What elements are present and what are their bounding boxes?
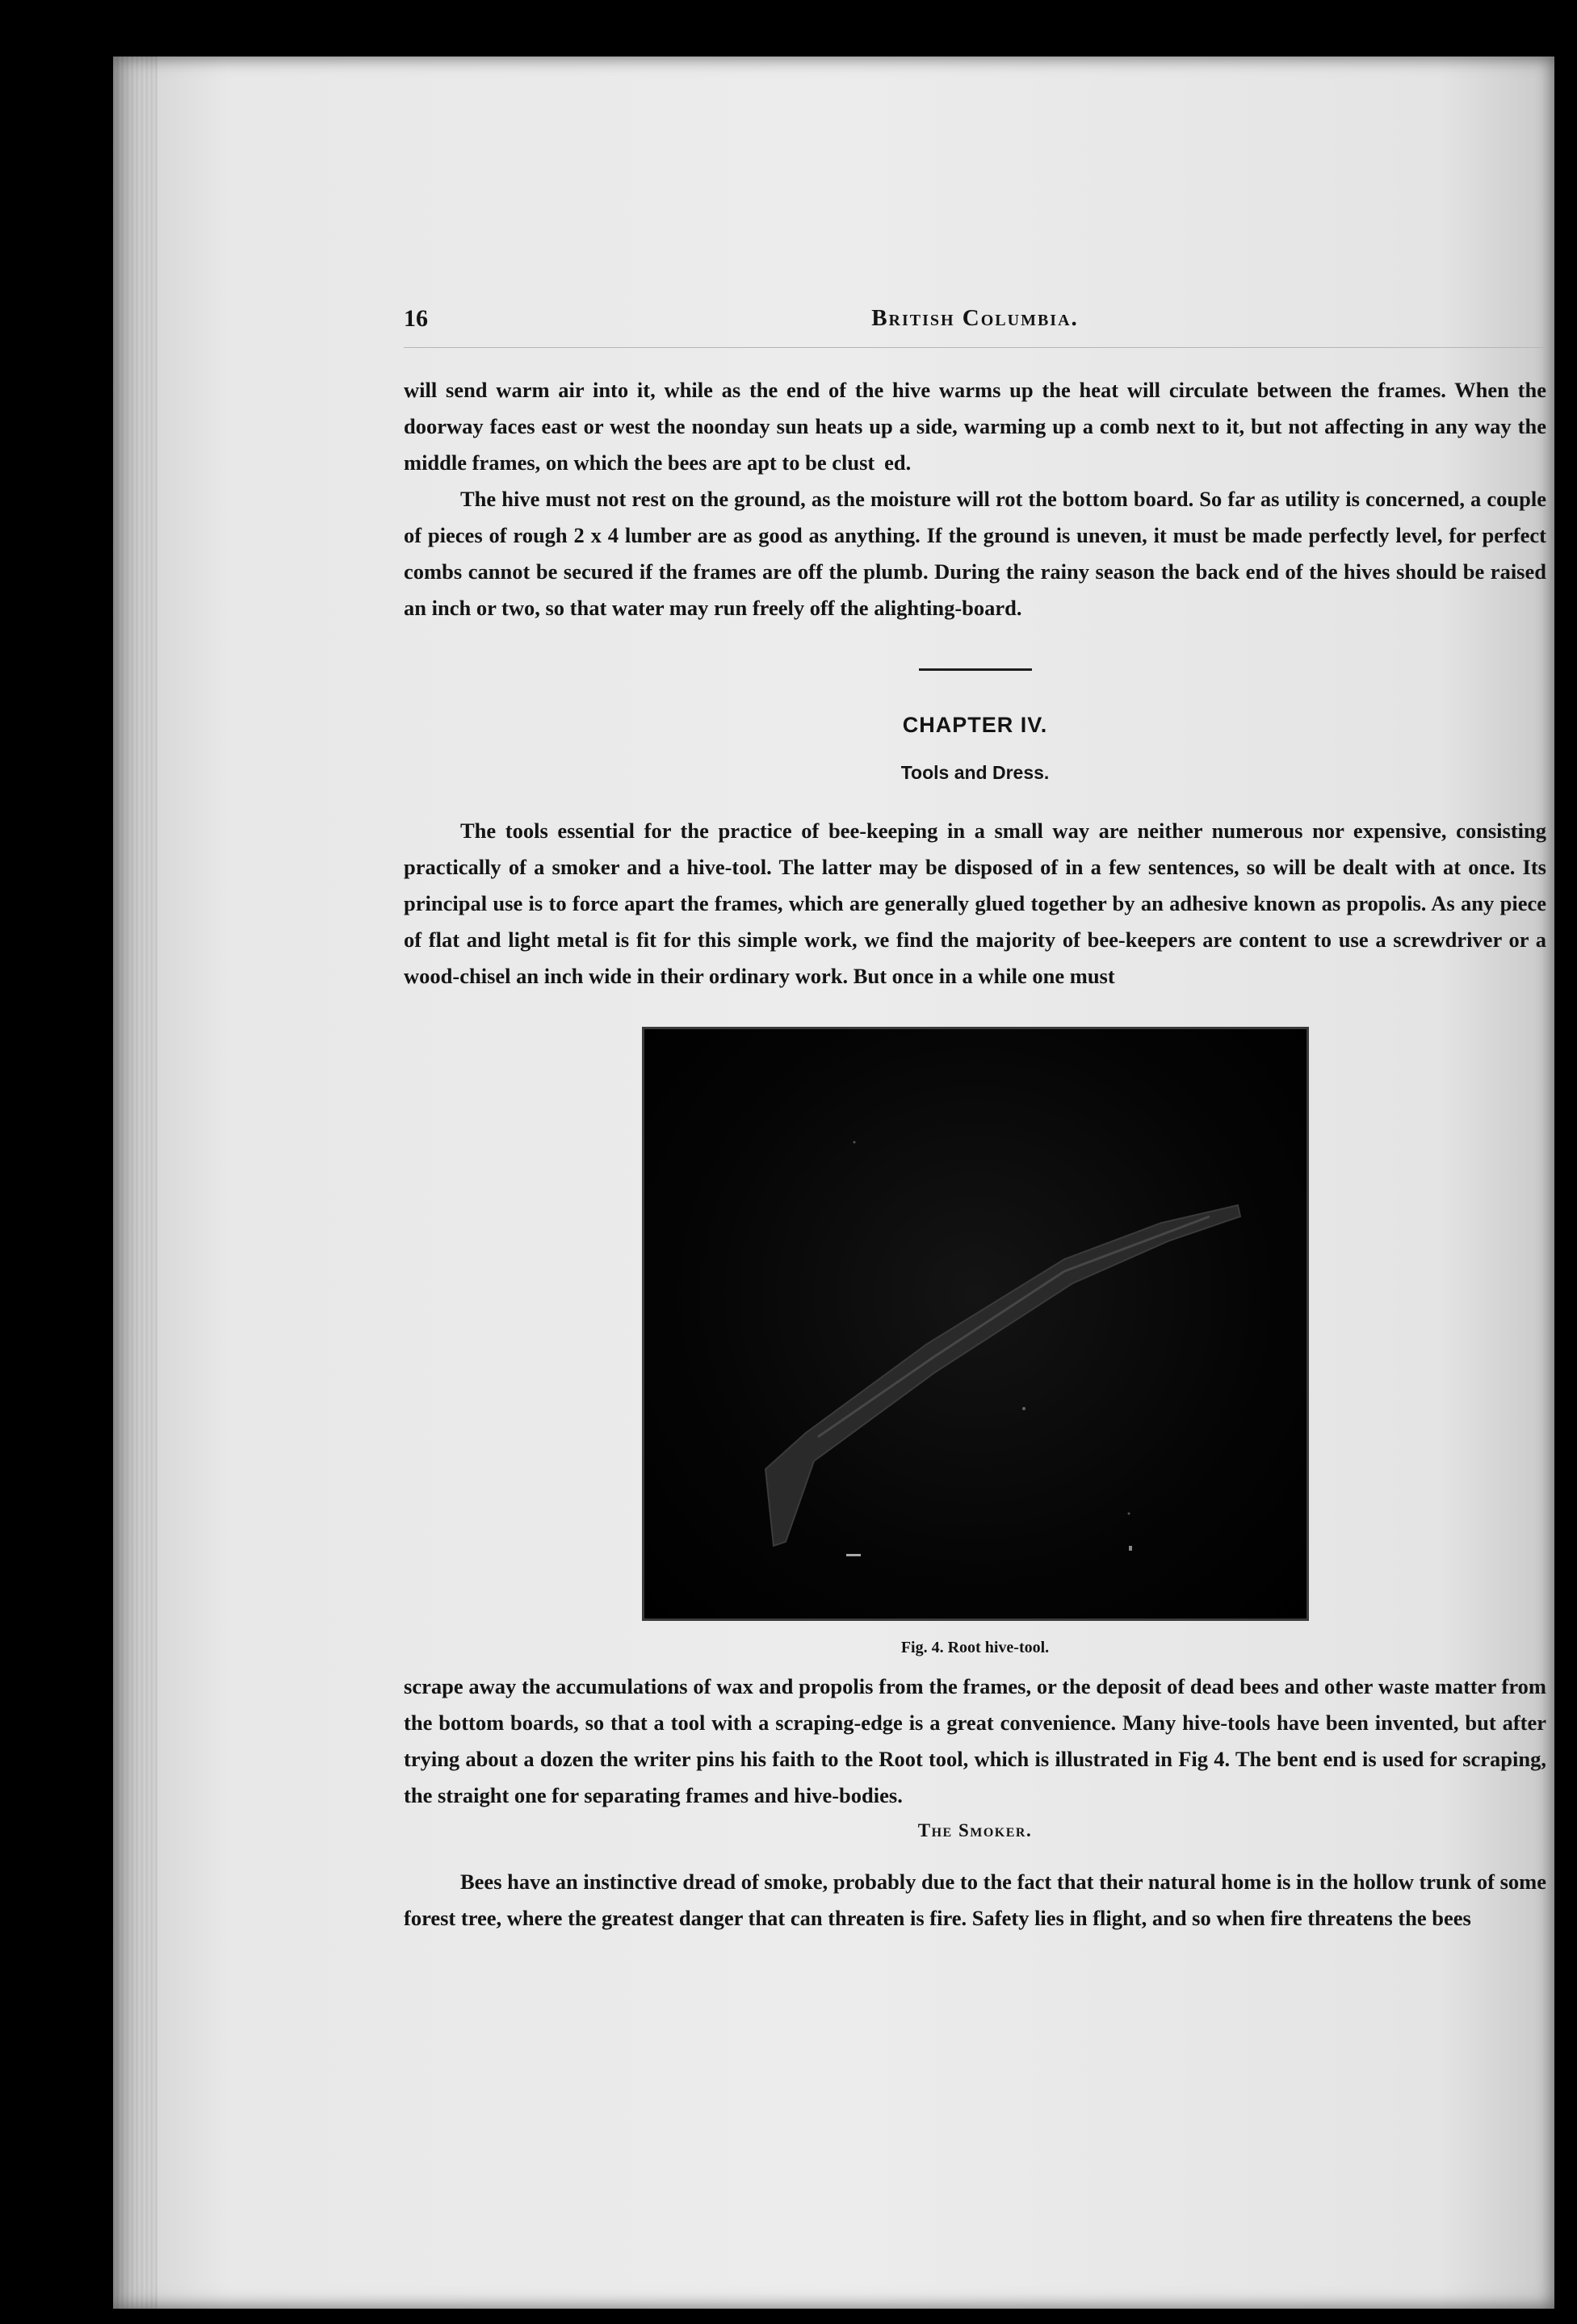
running-head: [404, 299, 1546, 348]
section-divider: [919, 668, 1032, 671]
section-heading-smoker: The Smoker.: [917, 1820, 1033, 1840]
page-content: [404, 299, 1546, 1937]
paragraph-smoker: Bees have an instinctive dread of smoke, probably due to the fact that their natural home is in the hollow trunk of some forest tree, where the greatest danger that can threaten is fire. Safety lies in flight, and so when fire threatens the bees: [404, 1870, 1546, 1930]
chapter-heading: CHAPTER IV.: [902, 713, 1048, 737]
scanned-page: [113, 57, 1554, 2309]
page-number: 16: [404, 305, 428, 332]
hive-tool-illustration: [644, 1029, 1306, 1618]
hive-tool-photo: [642, 1027, 1309, 1621]
paragraph-scraping: scrape away the accumulations of wax and propolis from the frames, or the deposit of dead bees and other waste matter from the bottom boards, so that a tool with a scraping-edge is a great convenience. Many hive-tools have been invented, but after trying about a dozen the writer pins his faith to the Root tool, which is illustrated in Fig 4. The bent end is used for scraping, the straight one for separating frames and hive-bodies.: [404, 1674, 1546, 1807]
running-title: British Columbia.: [871, 305, 1079, 331]
paragraph-continued: will send warm air into it, while as the end of the hive warms up the heat will circulate between the frames. When the doorway faces east or west the noonday sun heats up a side, warming up a comb next to it, but not affecting in any way the middle frames, on which the bees are apt to be clust ed.: [404, 378, 1546, 475]
chapter-title: Tools and Dress.: [900, 762, 1050, 783]
paragraph-tools: The tools essential for the practice of bee-keeping in a small way are neither numerous nor expensive, consisting practically of a smoker and a hive-tool. The latter may be disposed of in a few sentences, so will be dealt with at once. Its principal use is to force apart the frames, which are generally glued together by an adhesive known as propolis. As any piece of flat and light metal is fit for this simple work, we find the majority of bee-keepers are content to use a screwdriver or a wood-chisel an inch wide in their ordinary work. But once in a while one must: [404, 819, 1546, 988]
figure-caption: Fig. 4. Root hive-tool.: [900, 1639, 1050, 1656]
paragraph-hive-placement: The hive must not rest on the ground, as the moisture will rot the bottom board. So far as utility is concerned, a couple of pieces of rough 2 x 4 lumber are as good as anything. If the ground is uneven, it must be made perfectly level, for perfect combs cannot be secured if the frames are off the plumb. During the rainy season the back end of the hives should be raised an inch or two, so that water may run freely off the alighting-board.: [404, 487, 1546, 620]
